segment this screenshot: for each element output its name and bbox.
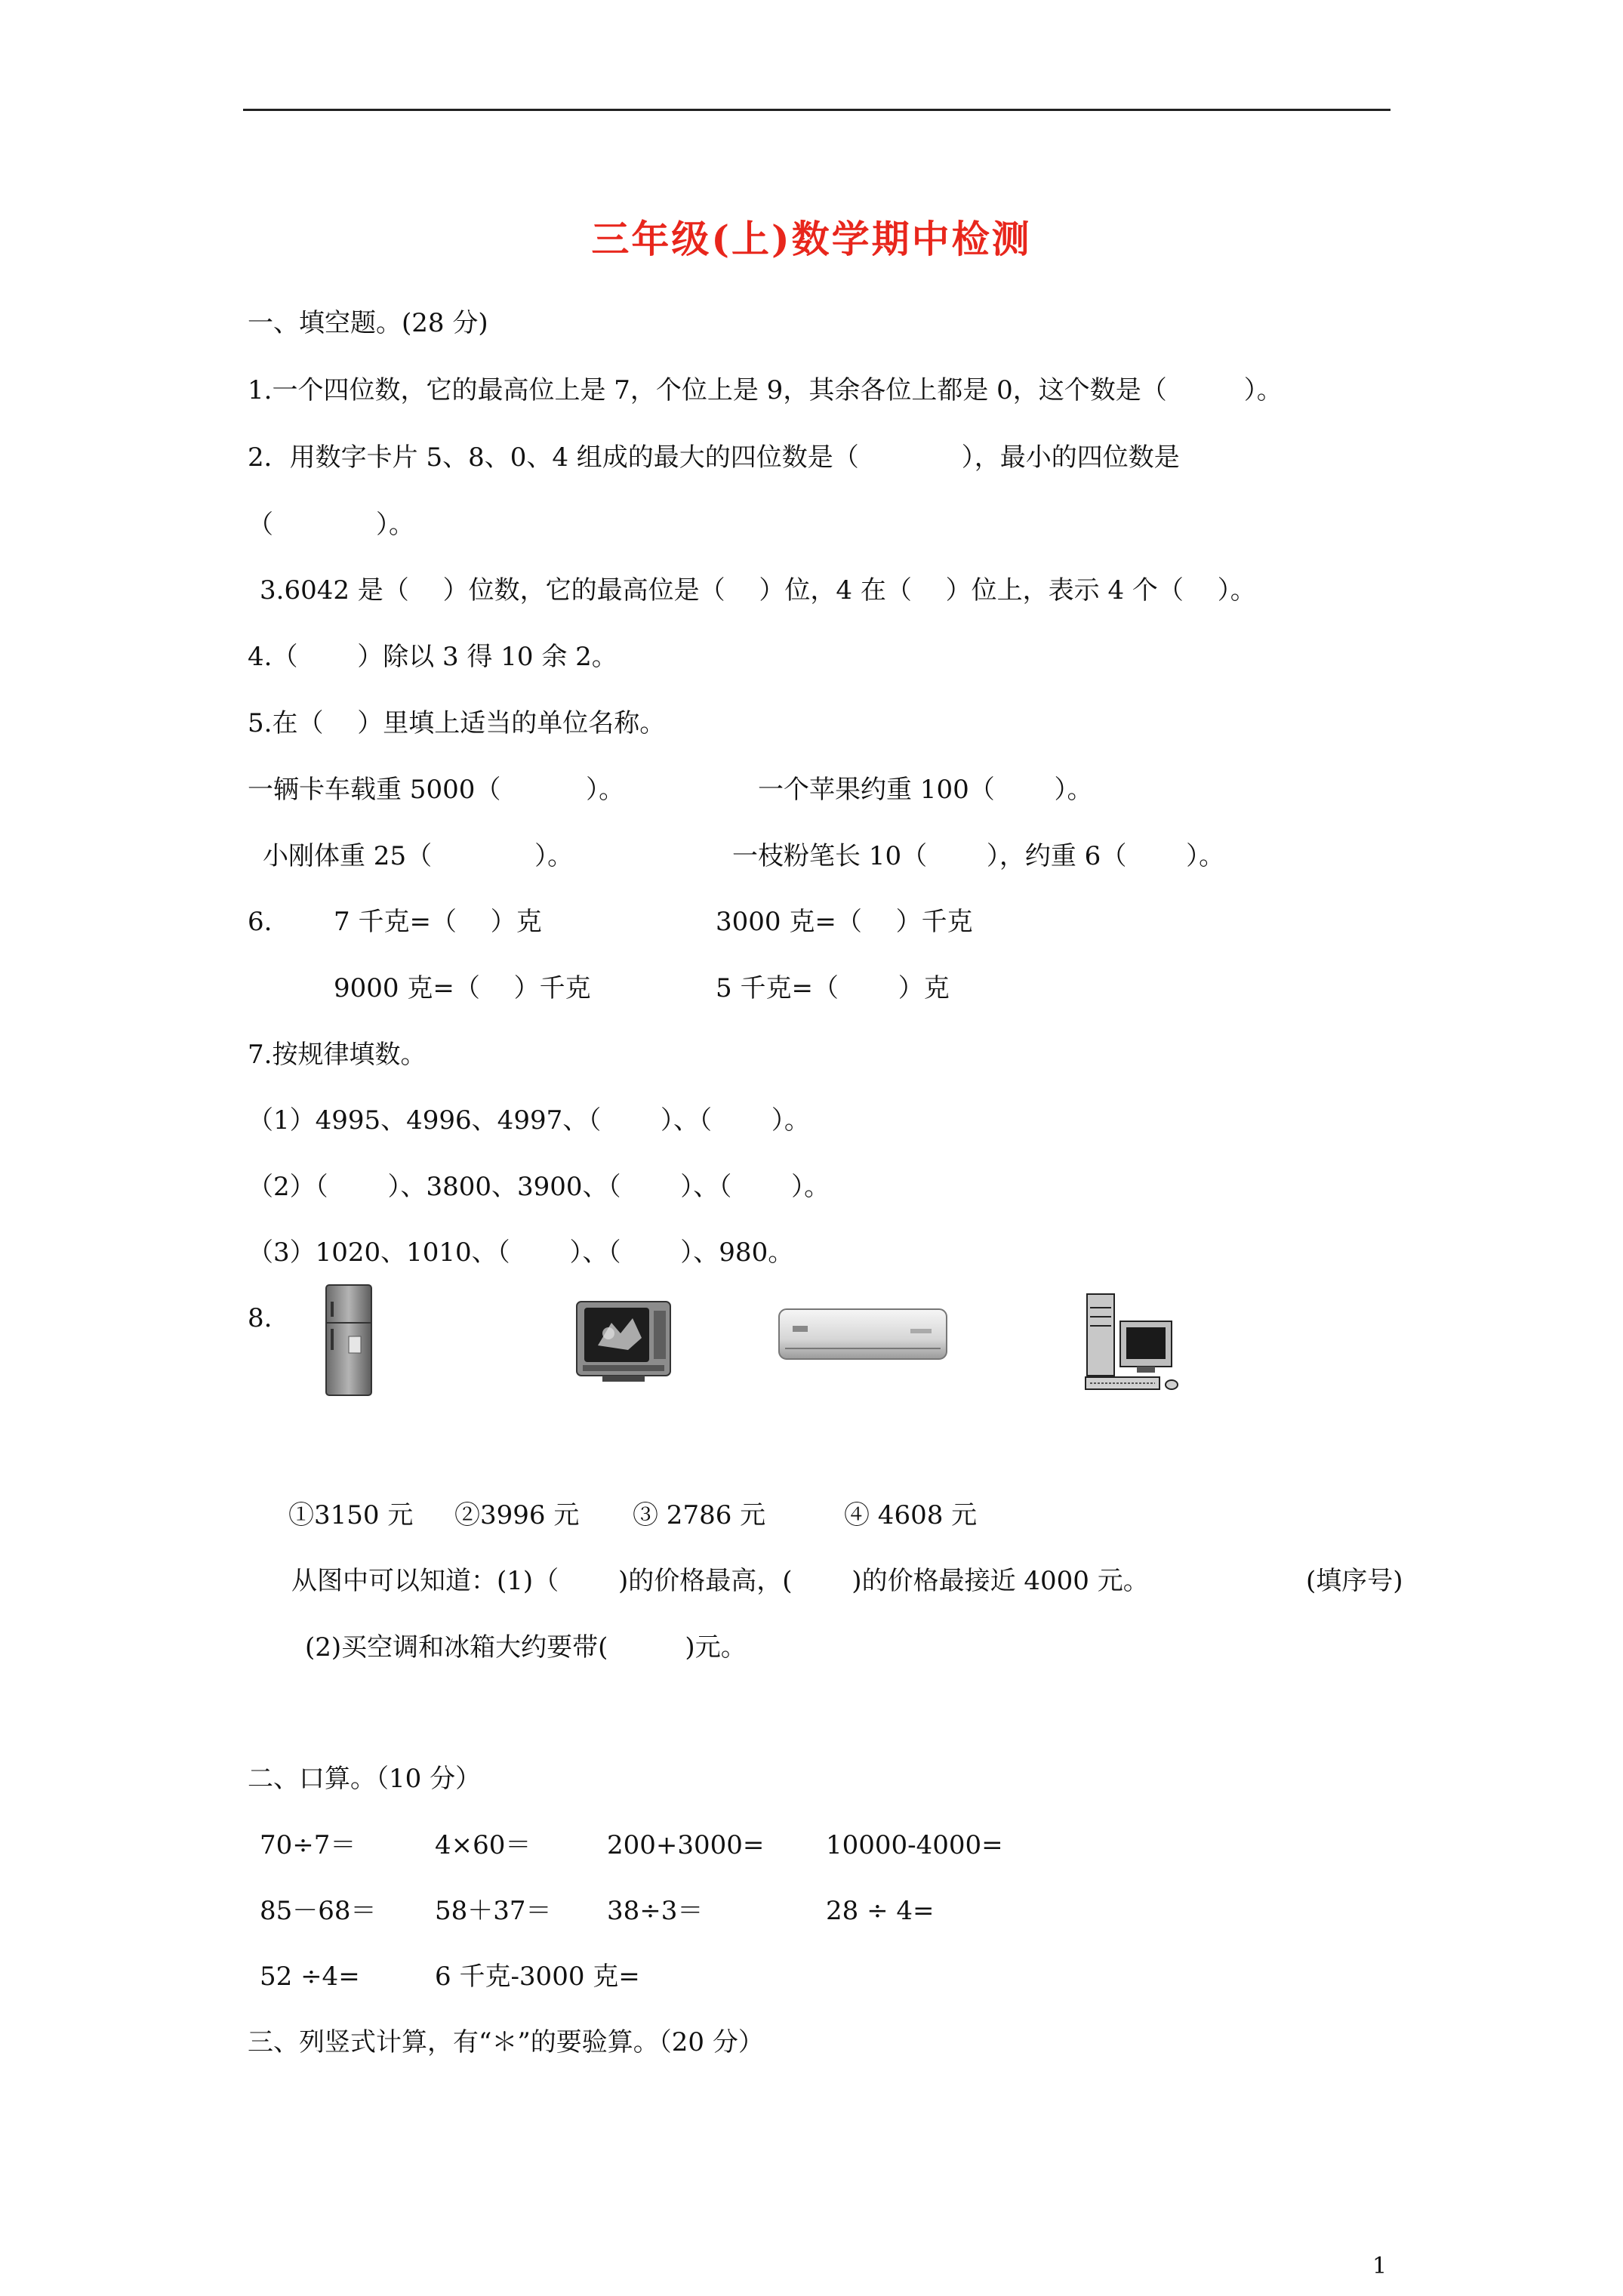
- question-2-line-1: 2．用数字卡片 5、8、0、4 组成的最大的四位数是（ ），最小的四位数是: [248, 442, 1180, 473]
- computer-picture: [1084, 1291, 1182, 1394]
- section-2-heading: 二、口算。（10 分）: [248, 1764, 482, 1794]
- price-option-4: ④ 4608 元: [844, 1500, 978, 1530]
- question-6-item-a: 7 千克=（ ）克: [334, 907, 542, 937]
- question-5-item-d: 一枝粉笔长 10（ ），约重 6（ ）。: [732, 841, 1225, 871]
- question-7-item-3: （3）1020、1010、（ ）、（ ）、980。: [248, 1237, 794, 1268]
- question-6-number: 6.: [248, 907, 273, 937]
- page-title: 三年级(上)数学期中检测: [591, 217, 1032, 261]
- question-5: 5.在（ ）里填上适当的单位名称。: [248, 708, 666, 738]
- section-1-heading: 一、填空题。(28 分): [248, 308, 488, 338]
- question-3: 3.6042 是（ ）位数，它的最高位是（ ）位，4 在（ ）位上，表示 4 个（ ）。: [260, 575, 1256, 606]
- mental-calc-2: 4×60＝: [435, 1830, 531, 1860]
- question-7-item-2: （2）（ ）、3800、3900、（ ）、（ ）。: [248, 1172, 830, 1202]
- section-3-heading: 三、列竖式计算，有“＊”的要验算。（20 分）: [248, 2027, 764, 2057]
- mental-calc-5: 85－68＝: [260, 1896, 377, 1926]
- mental-calc-6: 58＋37＝: [435, 1896, 552, 1926]
- question-7-item-1: （1）4995、4996、4997、（ ）、（ ）。: [248, 1105, 810, 1136]
- mental-calc-7: 38÷3＝: [607, 1896, 704, 1926]
- question-6-item-b: 3000 克=（ ）千克: [716, 907, 973, 937]
- question-5-item-c: 小刚体重 25（ ）。: [263, 841, 574, 871]
- question-8-number: 8.: [248, 1303, 273, 1333]
- mental-calc-9: 52 ÷4=: [260, 1962, 360, 1992]
- question-6-item-d: 5 千克=（ ）克: [716, 973, 950, 1003]
- question-4: 4.（ ）除以 3 得 10 余 2。: [248, 642, 617, 672]
- question-1: 1.一个四位数，它的最高位上是 7，个位上是 9，其余各位上都是 0，这个数是（ ）。: [248, 375, 1283, 405]
- question-5-item-a: 一辆卡车载重 5000（ ）。: [248, 775, 625, 805]
- price-option-2: ②3996 元: [454, 1500, 580, 1530]
- price-option-3: ③ 2786 元: [633, 1500, 766, 1530]
- question-5-item-b: 一个苹果约重 100（ ）。: [758, 775, 1093, 805]
- television-picture: [575, 1300, 672, 1383]
- question-8-part-2: (2)买空调和冰箱大约要带( )元。: [305, 1632, 747, 1663]
- mental-calc-8: 28 ÷ 4=: [826, 1896, 935, 1926]
- mental-calc-10: 6 千克-3000 克=: [435, 1962, 640, 1992]
- question-7: 7.按规律填数。: [248, 1040, 427, 1070]
- mental-calc-1: 70÷7＝: [260, 1830, 356, 1860]
- refrigerator-picture: [323, 1284, 377, 1398]
- page-number: 1: [1372, 2253, 1387, 2279]
- question-8-part-1: 从图中可以知道：(1)（ )的价格最高，( )的价格最接近 4000 元。: [291, 1566, 1149, 1596]
- question-6-item-c: 9000 克=（ ）千克: [334, 973, 591, 1003]
- mental-calc-3: 200+3000=: [607, 1830, 765, 1860]
- header-rule: [243, 109, 1390, 111]
- air-conditioner-picture: [778, 1306, 948, 1364]
- question-2-line-2: （ ）。: [248, 510, 414, 540]
- mental-calc-4: 10000-4000=: [826, 1830, 1003, 1860]
- question-8-fill-note: (填序号): [1306, 1566, 1403, 1596]
- price-option-1: ①3150 元: [288, 1500, 414, 1530]
